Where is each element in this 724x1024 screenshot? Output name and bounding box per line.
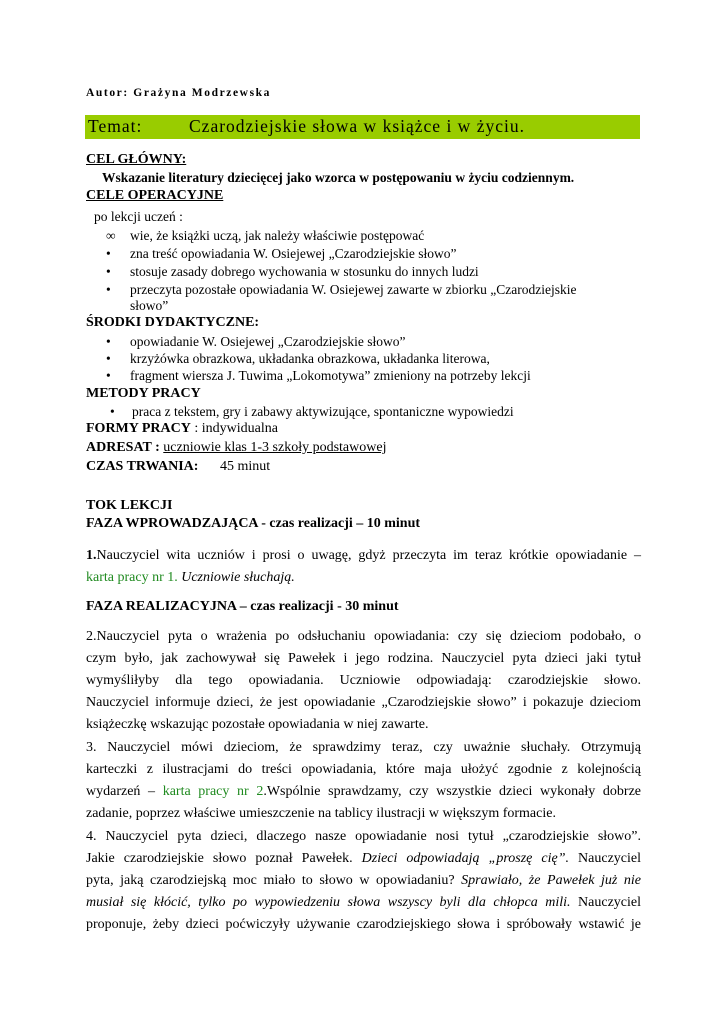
addressee bbox=[86, 439, 386, 457]
operational-goals-heading: CELE OPERACYJNE bbox=[86, 188, 224, 203]
intro-phase-heading: FAZA WPROWADZAJĄCA - czas realizacji – 10 minut bbox=[86, 516, 421, 531]
topic-label: Temat: bbox=[88, 116, 143, 136]
worksheet-1-link: karta pracy nr 1. bbox=[86, 570, 178, 585]
duration bbox=[86, 458, 271, 476]
paragraph-number: 1. bbox=[86, 548, 97, 563]
worksheet-2-link: karta pracy nr 2 bbox=[162, 784, 264, 799]
work-forms-label: FORMY PRACY bbox=[86, 421, 191, 436]
methods-heading: METODY PRACY bbox=[86, 386, 201, 401]
list-item-text: zna treść opowiadania W. Osiejewej „Czarodziejskie słowo” bbox=[130, 246, 457, 261]
list-item-continuation: słowo” bbox=[130, 298, 169, 313]
list-item-text: stosuje zasady dobrego wychowania w stosunku do innych ludzi bbox=[130, 264, 479, 279]
infinity-bullet-icon: ∞ bbox=[106, 228, 116, 243]
duration-value: 45 minut bbox=[220, 459, 271, 474]
teaching-aids-heading: ŚRODKI DYDAKTYCZNE: bbox=[86, 315, 260, 330]
list-item-text: krzyżówka obrazkowa, układanka obrazkowa, układanka literowa, bbox=[130, 351, 490, 366]
addressee-value: uczniowie klas 1-3 szkoły podstawowej bbox=[163, 440, 387, 455]
bullet-icon: • bbox=[106, 368, 111, 383]
paragraph-3: 3. Nauczyciel mówi dzieciom, że sprawdzimy teraz, czy uważnie słuchały. Otrzymują karteczki z ilustracjami do treści opowiadania, które maja ułożyć zgodnie z kolejnością wydarzeń – karta pracy nr 2.Wspólnie sprawdzamy, czy wszystkie dzieci wykonały dobrze zadanie, poprzez właściwe umieszczenie na tablicy ilustracji w większym formacie. bbox=[86, 740, 641, 821]
bullet-icon: • bbox=[106, 282, 111, 297]
author-line: Autor: Grażyna Modrzewska bbox=[86, 87, 272, 99]
paragraph-1: 1.Nauczyciel wita uczniów i prosi o uwagę, gdyż przeczyta im teraz krótkie opowiadanie – karta pracy nr 1. Uczniowie słuchają. bbox=[86, 548, 641, 585]
list-item-text: opowiadanie W. Osiejewej „Czarodziejskie słowo” bbox=[130, 334, 406, 349]
topic-banner bbox=[85, 115, 640, 139]
bullet-icon: • bbox=[106, 351, 111, 366]
bullet-icon: • bbox=[110, 404, 115, 419]
addressee-label: ADRESAT : bbox=[86, 440, 164, 455]
main-goal-heading: CEL GŁÓWNY: bbox=[86, 152, 187, 167]
paragraph-4: 4. Nauczyciel pyta dzieci, dlaczego nasze opowiadanie nosi tytuł „czarodziejskie słowo”. Jakie czarodziejskie słowo poznał Pawełek. Dzieci odpowiadają „proszę cię”. Nauczyciel pyta, jaką czarodziejską moc miało to słowo w opowiadaniu? Sprawiało, że Pawełek już nie musiał się kłócić, tylko po wypowiedzeniu słowa wszyscy byli dla chłopca mili. Nauczyciel proponuje, żeby dzieci poćwiczyły używanie czarodziejskiego słowa i spróbowały wstawić je bbox=[86, 829, 642, 932]
bullet-icon: • bbox=[106, 334, 111, 349]
paragraph-2: 2.Nauczyciel pyta o wrażenia po odsłuchaniu opowiadania: czy się dzieciom podobało, o czym było, jak zachowywał się Pawełek i jego rodzina. Nauczyciel pyta dzieci jaki tytuł wymyśliłyby dla tego opowiadania. Uczniowie odpowiadają: czarodziejskie słowo. Nauczyciel informuje dzieci, że jest opowiadanie „Czarodziejskie słowo” i pokazuje dzieciom książeczkę wskazując pozostałe opowiadania w niej zawarte. bbox=[86, 629, 641, 732]
lesson-course-heading: TOK LEKCJI bbox=[86, 498, 173, 513]
bullet-icon: • bbox=[106, 246, 111, 261]
list-item-text: fragment wiersza J. Tuwima „Lokomotywa” zmieniony na potrzeby lekcji bbox=[130, 368, 531, 383]
list-item-text: wie, że książki uczą, jak należy właściwie postępować bbox=[130, 228, 425, 243]
topic-title: Czarodziejskie słowa w książce i w życiu. bbox=[189, 116, 525, 136]
realization-phase-heading: FAZA REALIZACYJNA – czas realizacji - 30 minut bbox=[86, 599, 399, 614]
work-forms bbox=[86, 420, 278, 438]
duration-label: CZAS TRWANIA: bbox=[86, 459, 199, 474]
operational-goals-intro: po lekcji uczeń : bbox=[94, 209, 183, 224]
list-item-text: przeczyta pozostałe opowiadania W. Osiejewej zawarte w zbiorku „Czarodziejskie bbox=[130, 282, 577, 297]
main-goal-text: Wskazanie literatury dziecięcej jako wzorca w postępowaniu w życiu codziennym. bbox=[102, 170, 575, 185]
list-item-text: praca z tekstem, gry i zabawy aktywizujące, spontaniczne wypowiedzi bbox=[132, 404, 514, 419]
work-forms-value: : indywidualna bbox=[190, 421, 278, 436]
bullet-icon: • bbox=[106, 264, 111, 279]
